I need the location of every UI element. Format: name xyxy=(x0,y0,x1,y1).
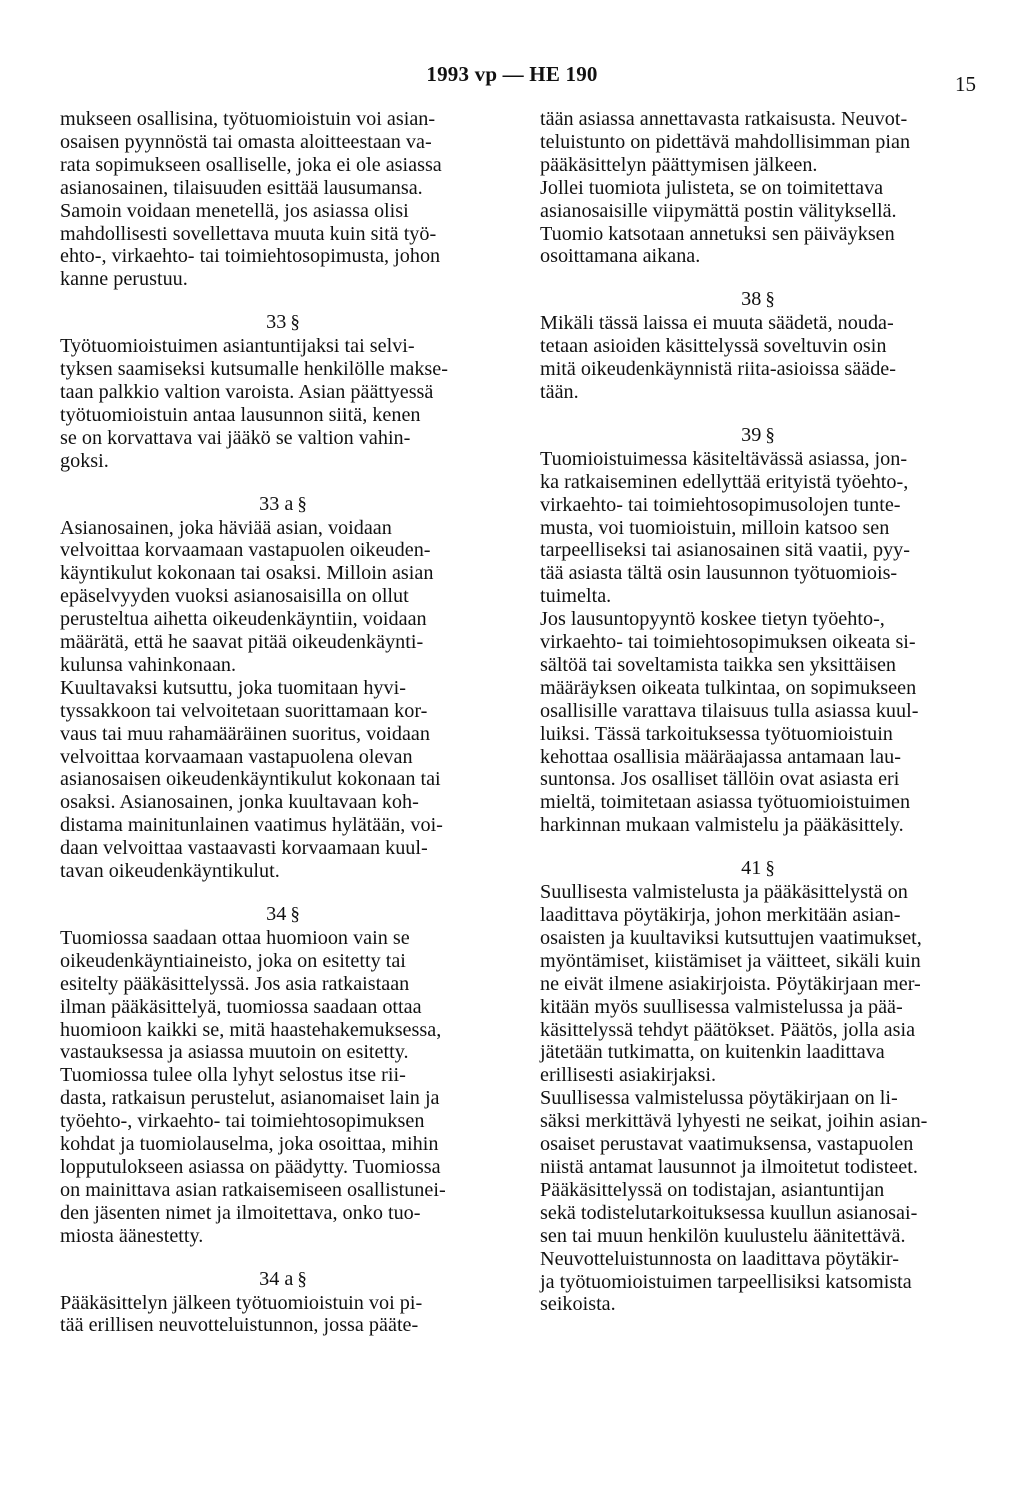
section-39 xyxy=(540,424,976,837)
section-symbol: § xyxy=(765,424,775,446)
section-number: 34 xyxy=(266,903,287,925)
section-number: 33 a xyxy=(259,492,294,515)
section-paragraph: Tuomioistuimessa käsiteltävässä asiassa, jon- ka ratkaiseminen edellyttää erityistä työehto-, virkaehto- tai toimiehtosopimusolojen tunte- musta, voi tuomioistuin, milloin katsoo sen tarpeelliseksi tai asianosainen sitä vaatii, pyy- tää asiasta tältä osin lausunnon työtuomiois- tuimelta. xyxy=(540,447,910,608)
left-column xyxy=(60,108,506,1337)
section-paragraph: Työtuomioistuimen asiantuntijaksi tai selvi- tyksen saamiseksi kutsumalle henkilölle makse- taan palkkio valtion varoista. Asian päättyessä työtuomioistuin antaa lausunnon siitä, kenen se on korvattava vai jääkö se valtion vahin- goksi. xyxy=(60,335,448,472)
section-34a xyxy=(60,1268,506,1338)
section-symbol: § xyxy=(765,858,775,880)
intro-paragraph: mukseen osallisina, työtuomioistuin voi asian- osaisen pyynnöstä tai omasta aloitteestaan va- rata sopimukseen osalliselle, joka ei ole asiassa asianosainen, tilaisuuden esittää lausumansa. Samoin voidaan menetellä, jos asiassa olisi mahdollisesti sovellettava muuta kuin sitä työ- ehto-, virkaehto- tai toimiehtosopimusta, johon kanne perustuu. xyxy=(60,108,442,291)
section-symbol: § xyxy=(297,493,307,515)
section-symbol: § xyxy=(290,312,300,334)
section-paragraph: Tuomiossa tulee olla lyhyt selostus itse rii- dasta, ratkaisun perustelut, asianomaiset lain ja työehto-, virkaehto- tai toimiehtosopimuksen kohdat ja tuomiolauselma, joka osoittaa, mihin lopputulokseen asiassa on päädytty. Tuomiossa on mainittava asian ratkaisemiseen osallistunei- den jäsenten nimet ja ilmoitettava, onko tuo- miosta äänestetty. xyxy=(60,1064,446,1247)
section-heading xyxy=(540,857,976,881)
section-41 xyxy=(540,857,976,1316)
intro-paragraph: tään asiassa annettavasta ratkaisusta. Neuvot- teluistunto on pidettävä mahdollisimman pian pääkäsittelyn päättymisen jälkeen. xyxy=(540,108,911,176)
section-symbol: § xyxy=(765,289,775,311)
section-paragraph: Tuomiossa saadaan ottaa huomioon vain se oikeudenkäyntiaineisto, joka on esitetty tai esitelty pääkäsittelyssä. Jos asia ratkaistaan ilman pääkäsittelyä, tuomiossa saadaan ottaa huomioon kaikki se, mitä haastehakemuksessa, vastauksessa ja asiassa muutoin on esitetty. xyxy=(60,926,442,1064)
section-paragraph: Jos lausuntopyyntö koskee tietyn työehto-, virkaehto- tai toimiehtosopimuksen oikeata si- sältöä tai soveltamista taikka sen yksittäisen määräyksen oikeata tulkintaa, on sopimukseen osallisille varattava tilaisuus tulla asiassa kuul- luiksi. Tässä tarkoituksessa työtuomioistuin kehottaa osallisia määräajassa antamaan lau- suntonsa. Jos osalliset tällöin ovat asiasta eri mieltä, toimitetaan asiassa työtuomioistuimen harkinnan mukaan valmistelu ja pääkäsittely. xyxy=(540,608,919,837)
section-number: 41 xyxy=(741,857,762,880)
section-paragraph: Pääkäsittelyssä on todistajan, asiantuntijan sekä todistelutarkoituksessa kuullun asianosai- sen tai muun henkilön kuulustelu äänitettävä. xyxy=(540,1178,918,1247)
section-33 xyxy=(60,311,506,472)
section-symbol: § xyxy=(290,904,300,925)
section-heading xyxy=(60,903,506,927)
right-column xyxy=(540,108,976,1316)
section-34 xyxy=(60,903,506,1248)
section-heading xyxy=(60,493,506,517)
section-paragraph: Suullisesta valmistelusta ja pääkäsittelystä on laadittava pöytäkirja, johon merkitään asian- osaisten ja kuultaviksi kutsuttujen vaatimukset, myöntämiset, kiistämiset ja väitteet, sikäli kuin ne eivät ilmene asiakirjoista. Pöytäkirjaan mer- kitään myös suullisessa valmistelussa ja pää- käsittelyssä tehdyt päätökset. Päätös, jolla asia jätetään tutkimatta, on kuitenkin laadittava erillisesti asiakirjaksi. xyxy=(540,881,922,1087)
section-paragraph: Pääkäsittelyn jälkeen työtuomioistuin voi pi- tää erillisen neuvotteluistunnon, jossa pääte- xyxy=(60,1291,423,1337)
section-number: 34 a xyxy=(259,1267,294,1290)
section-number: 38 xyxy=(741,288,762,311)
section-38 xyxy=(540,288,976,404)
section-heading xyxy=(540,424,976,448)
section-paragraph: Asianosainen, joka häviää asian, voidaan velvoittaa korvaamaan vastapuolen oikeuden- käyntikulut kokonaan tai osaksi. Milloin asian epäselvyyden vuoksi asianosaisilla on ollut perusteltua aihetta oikeudenkäyntiin, voidaan määrätä, että he saavat pitää oikeudenkäynti- kulunsa vahinkonaan. xyxy=(60,516,434,676)
section-number: 33 xyxy=(266,311,287,334)
section-heading xyxy=(60,1268,506,1292)
section-symbol: § xyxy=(297,1268,307,1290)
page-number: 15 xyxy=(955,72,976,96)
section-number: 39 xyxy=(741,423,762,446)
section-paragraph: Kuultavaksi kutsuttu, joka tuomitaan hyvi- tyssakkoon tai velvoitetaan suorittamaan kor- vaus tai muu rahamääräinen suoritus, voidaan velvoittaa korvaamaan vastapuolena olevan asianosaisen oikeudenkäyntikulut kokonaan tai osaksi. Asianosainen, jonka kuultavaan koh- distama mainitunlainen vaatimus hylätään, voi- daan velvoittaa vastaavasti korvaamaan kuul- tavan oikeudenkäyntikulut. xyxy=(60,676,443,883)
section-paragraph: Mikäli tässä laissa ei muuta säädetä, nouda- tetaan asioiden käsittelyssä soveltuvin osin mitä oikeudenkäynnistä riita-asioissa sääde- tään. xyxy=(540,312,896,403)
section-heading xyxy=(60,311,506,335)
section-paragraph: Neuvotteluistunnosta on laadittava pöytäkir- ja työtuomioistuimen tarpeellisiksi katsomista seikoista. xyxy=(540,1247,912,1316)
running-title: 1993 vp — HE 190 xyxy=(426,62,598,86)
section-heading xyxy=(540,288,976,312)
section-33a xyxy=(60,493,506,883)
section-paragraph: Suullisessa valmistelussa pöytäkirjaan on li- säksi merkittävä lyhyesti ne seikat, joihin asian- osaiset perustavat vaatimuksensa, vastapuolen niistä antamat lausunnot ja ilmoitetut todisteet. xyxy=(540,1087,928,1178)
intro-paragraph: Jollei tuomiota julisteta, se on toimitettava asianosaisille viipymättä postin välityksellä. Tuomio katsotaan annetuksi sen päiväyksen osoittamana aikana. xyxy=(540,176,897,268)
